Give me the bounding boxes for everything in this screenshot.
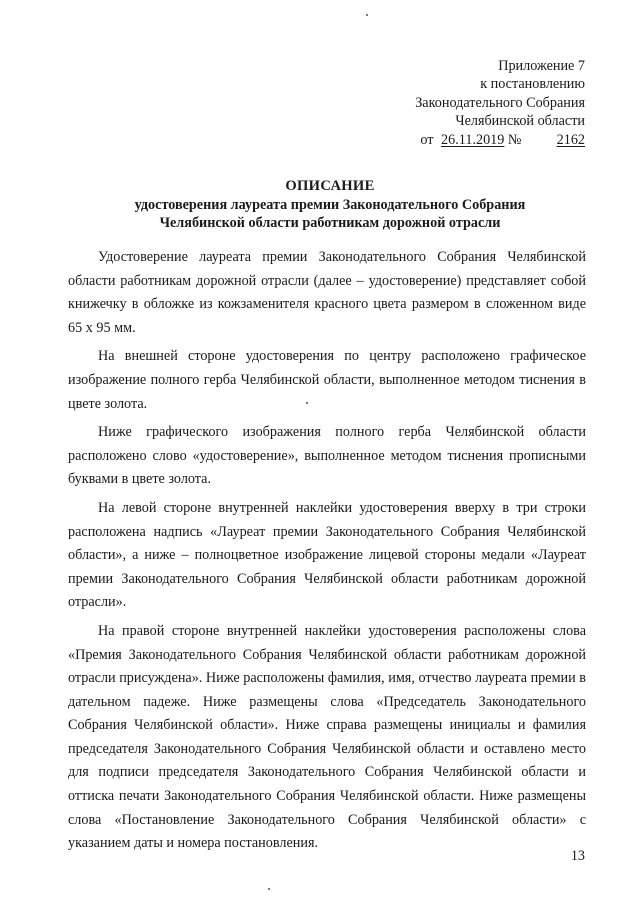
attachment-line-4: Челябинской области [455,113,585,130]
scan-speck [268,888,270,890]
resolution-number: 2162 [556,131,585,148]
document-subtitle-line-2: Челябинской области работникам дорожной отрасли [159,215,501,232]
paragraph: На правой стороне внутренней наклейки удостоверения расположены слова «Премия Законодательного Собрания Челябинской области работникам дорожной отрасли присуждена». Ниже расположены фамилия, имя, отчество лауреата премии в дательном падеже. Ниже размещены слова «Председатель Законодательного Собрания Челябинской области». Ниже справа размещены инициалы и фамилия председателя Законодательного Собрания Челябинской области и оставлено место для подписи председателя Законодательного Собрания Челябинской области и оттиска печати Законодательного Собрания Челябинской области. Ниже размещены слова «Постановление Законодательного Собрания Челябинской области» с указанием даты и номера постановления. [68,622,586,852]
resolution-date: 26.11.2019 [441,131,505,148]
scan-speck [366,14,368,16]
paragraph: На внешней стороне удостоверения по центру расположено графическое изображение полного герба Челябинской области, выполненное методом тиснения в цвете золота. [68,348,586,412]
attachment-line-3: Законодательного Собрания [415,94,585,111]
attachment-title: Приложение 7 [498,58,585,74]
number-sign: № [507,131,522,148]
attachment-date-line [415,131,585,149]
paragraph: Ниже графического изображения полного герба Челябинской области расположено слово «удостоверение», выполненное методом тиснения прописными буквами в цвете золота. [68,424,586,488]
paragraph: Удостоверение лауреата премии Законодательного Собрания Челябинской области работникам дорожной отрасли (далее – удостоверение) представляет собой книжечку в обложке из кожзаменителя красного цвета размером в сложенном виде 65 х 95 мм. [68,249,586,336]
document-heading [60,177,600,233]
paragraph: На левой стороне внутренней наклейки удостоверения вверху в три строки расположена надпись «Лауреат премии Законодательного Собрания Челябинской области», а ниже – полноцветное изображение лицевой стороны медали «Лауреат премии Законодательного Собрания Челябинской области работникам дорожной отрасли». [68,499,586,611]
attachment-block [415,57,585,149]
document-subtitle-line-1: удостоверения лауреата премии Законодательного Собрания [134,196,526,213]
page-number: 13 [570,848,585,864]
document-title: ОПИСАНИЕ [285,178,375,194]
document-body [68,246,586,861]
attachment-line-2: к постановлению [480,76,585,93]
date-prefix: от [420,131,434,148]
